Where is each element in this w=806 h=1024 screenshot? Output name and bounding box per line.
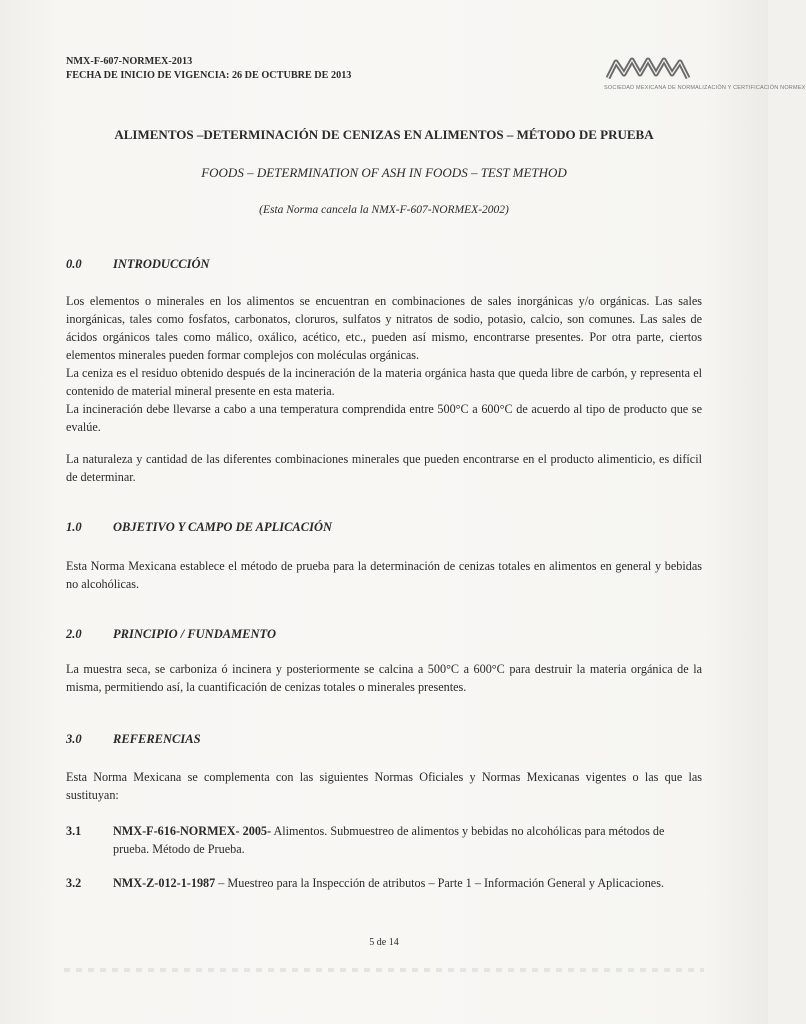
document-header (66, 55, 351, 83)
reference-code: NMX-F-616-NORMEX- 2005- (113, 824, 272, 838)
section-heading-referencias: 3.0 REFERENCIAS (66, 732, 201, 746)
cancellation-note: (Esta Norma cancela la NMX-F-607-NORMEX-2002) (259, 204, 509, 216)
section-heading-principio: 2.0 PRINCIPIO / FUNDAMENTO (66, 627, 276, 641)
intro-p4: La naturaleza y cantidad de las diferentes combinaciones minerales que pueden encontrarse en el producto alimenticio, es difícil de determinar. (66, 452, 702, 484)
effective-date: FECHA DE INICIO DE VIGENCIA: 26 DE OCTUBRE DE 2013 (66, 70, 352, 81)
section-heading-intro: 0.0 INTRODUCCIÓN (66, 257, 210, 271)
scan-artifact-divider (64, 968, 704, 972)
normex-logo (604, 52, 806, 96)
reference-item: 3.2 NMX-Z-012-1-1987 – Muestreo para la Inspección de atributos – Parte 1 – Información General y Aplicaciones. (66, 876, 664, 890)
page-number: 5 de 14 (369, 937, 399, 948)
reference-code: NMX-Z-012-1-1987 (113, 876, 216, 890)
intro-p1: Los elementos o minerales en los alimentos se encuentran en combinaciones de sales inorgánicas y/o orgánicas. Las sales inorgánicas, tales como fosfatos, carbonatos, cloruros, sulfatos y nitratos de sodio, potasio, calcio, son comunes. Las sales de ácidos orgánicos tales como málico, oxálico, acético, etc., pueden así mismo, encontrarse presentes. Por otra parte, ciertos elementos minerales pueden formar complejos con moléculas orgánicas. (66, 294, 702, 362)
norm-code: NMX-F-607-NORMEX-2013 (66, 56, 193, 67)
normex-logo-icon (604, 52, 694, 84)
intro-p2: La ceniza es el residuo obtenido después de la incineración de la materia orgánica hasta que queda libre de carbón, y representa el contenido de material mineral presente en esta materia. (66, 366, 702, 398)
objetivo-paragraph: Esta Norma Mexicana establece el método de prueba para la determinación de cenizas totales en alimentos en general y bebidas no alcohólicas. (66, 559, 702, 591)
document-subtitle: FOODS – DETERMINATION OF ASH IN FOODS – TEST METHOD (201, 165, 567, 180)
intro-paragraph-block (66, 292, 702, 436)
logo-caption: SOCIEDAD MEXICANA DE NORMALIZACIÓN Y CERTIFICACIÓN NORMEX (604, 85, 806, 91)
document-title: ALIMENTOS –DETERMINACIÓN DE CENIZAS EN ALIMENTOS – MÉTODO DE PRUEBA (114, 127, 654, 142)
principio-paragraph: La muestra seca, se carboniza ó incinera y posteriormente se calcina a 500°C a 600°C para destruir la materia orgánica de la misma, permitiendo así, la cuantificación de cenizas totales o minerales presentes. (66, 662, 702, 694)
intro-p3: La incineración debe llevarse a cabo a una temperatura comprendida entre 500°C a 600°C de acuerdo al tipo de producto que se evalúe. (66, 402, 702, 434)
referencias-intro: Esta Norma Mexicana se complementa con las siguientes Normas Oficiales y Normas Mexicanas vigentes o las que las sustituyan: (66, 770, 702, 802)
reference-item: 3.1 NMX-F-616-NORMEX- 2005- Alimentos. Submuestreo de alimentos y bebidas no alcohólicas para métodos de prueba. Método de Prueba. (66, 824, 665, 856)
section-heading-objetivo: 1.0 OBJETIVO Y CAMPO DE APLICACIÓN (66, 520, 333, 534)
